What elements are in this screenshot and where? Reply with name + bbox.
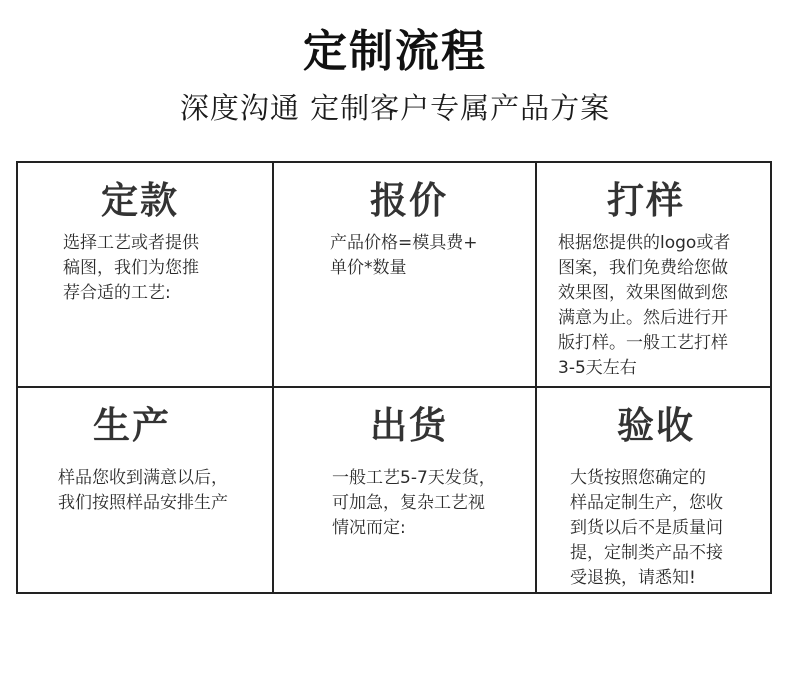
step-title-sample: 打样 [607,179,685,222]
step-cell-production [18,388,272,592]
page-title: 定制流程 [303,26,487,77]
step-body-acceptance: 大货按照您确定的 样品定制生产，您收 到货以后不是质量问 提，定制类产品不接 受退换，请悉知! [570,468,723,588]
step-cell-design [18,163,272,386]
step-title-design: 定款 [101,179,179,222]
step-body-quote: 产品价格=模具费+ 单价*数量 [330,233,478,278]
step-body-production: 样品您收到满意以后， 我们按照样品安排生产 [58,468,228,513]
step-body-shipping: 一般工艺5-7天发货， 可加急，复杂工艺视 情况而定: [332,468,496,538]
step-cell-acceptance [537,388,770,592]
step-cell-sample [537,163,770,386]
process-grid [16,161,772,594]
step-title-production: 生产 [93,404,171,447]
page-subtitle: 深度沟通 定制客户专属产品方案 [179,91,611,125]
step-cell-quote [274,163,535,386]
step-cell-shipping [274,388,535,592]
step-title-acceptance: 验收 [617,404,695,447]
step-body-design: 选择工艺或者提供 稿图，我们为您推 荐合适的工艺: [63,233,199,303]
step-body-sample: 根据您提供的logo或者 图案，我们免费给您做 效果图，效果图做到您 满意为止。然后进行开 版打样。一般工艺打样 3-5天左右 [558,233,731,378]
step-title-quote: 报价 [370,179,448,222]
step-title-shipping: 出货 [370,404,448,447]
